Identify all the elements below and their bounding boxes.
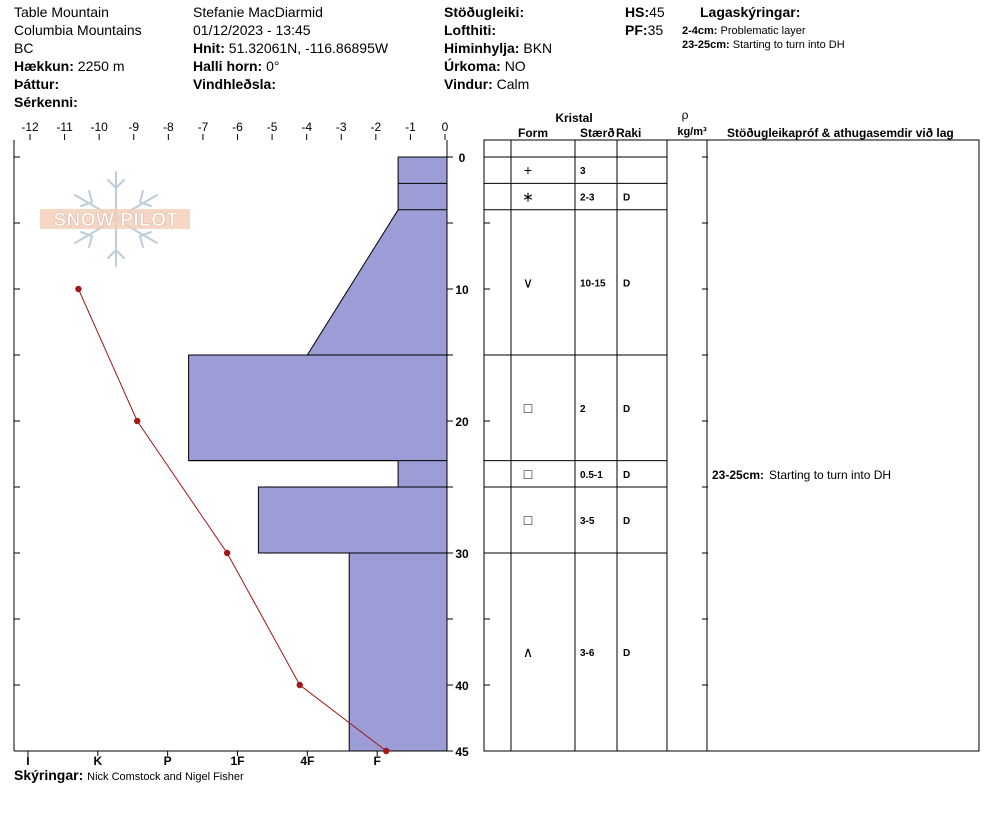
density-unit-header: kg/m³ (677, 126, 707, 138)
moisture-value: D (623, 469, 631, 481)
slope-label: Halli horn: (193, 58, 263, 74)
pf-value: 35 (647, 22, 664, 38)
temp-tick-label: -3 (335, 120, 347, 134)
hardness-area (189, 157, 447, 751)
air-temp-label: Lofthiti: (444, 22, 497, 38)
grain-form-symbol: □ (523, 399, 533, 416)
wind-load-label: Vindhleðsla: (193, 76, 276, 92)
temp-tick-label: -9 (128, 120, 140, 134)
aspect-label: Þáttur: (14, 76, 60, 92)
observer: Stefanie MacDiarmid (193, 4, 323, 20)
elevation-value: 2250 m (77, 58, 125, 74)
footer-text: Nick Comstock and Nigel Fisher (87, 771, 244, 783)
grain-form-symbol: ∗ (522, 188, 534, 205)
hardness-tick-label: P (163, 754, 172, 768)
layer-comment-key: 23-25cm: (712, 468, 765, 482)
footer-label: Skýringar: (14, 767, 84, 783)
legend-note-text: Starting to turn into DH (732, 39, 845, 51)
precip-value: NO (504, 58, 526, 74)
legend-title-text: Lagaskýringar: (700, 4, 801, 20)
depth-tick-label: 20 (455, 415, 469, 429)
temp-tick-label: -1 (405, 120, 416, 134)
temp-tick-label: -8 (162, 120, 174, 134)
grain-size-value: 2 (580, 403, 586, 415)
temp-tick-label: -11 (56, 120, 73, 134)
coords-value: 51.32061N, -116.86895W (228, 40, 389, 56)
temp-tick-label: 0 (441, 120, 449, 134)
hardness-tick-label: F (373, 754, 381, 768)
depth-tick-label: 40 (455, 679, 469, 693)
form-header: Form (518, 126, 548, 140)
wind-label: Vindur: (444, 76, 493, 92)
location: Table Mountain (14, 4, 109, 20)
depth-tick-label: 10 (455, 283, 469, 297)
features-label: Sérkenni: (14, 94, 78, 110)
coords-label: Hnit: (193, 40, 225, 56)
hardness-tick-label: 4F (300, 754, 315, 768)
legend-note-key: 23-25cm: (682, 39, 730, 51)
hardness-tick-label: I (26, 754, 30, 768)
sky-label: Himinhylja: (444, 40, 520, 56)
moisture-value: D (623, 403, 631, 415)
pf-label: PF: (625, 22, 648, 38)
moisture-value: D (623, 192, 631, 204)
grain-size-value: 0.5-1 (580, 469, 603, 481)
layer-table-header (518, 108, 954, 140)
elevation-label: Hækkun: (14, 58, 74, 74)
grain-form-symbol: □ (523, 512, 533, 528)
datetime: 01/12/2023 - 13:45 (193, 22, 311, 38)
grain-size-value: 3-6 (580, 648, 595, 659)
grain-form-symbol: □ (523, 465, 533, 482)
grain-size-value: 10-15 (580, 278, 606, 290)
grain-form-symbol: + (523, 162, 533, 179)
layer-table (484, 140, 979, 751)
temperature-point (383, 748, 389, 754)
size-header: Stærð (580, 126, 615, 140)
moisture-header: Raki (616, 126, 642, 140)
moisture-value: D (623, 278, 631, 290)
region: BC (14, 40, 34, 56)
precip-label: Úrkoma: (444, 58, 501, 74)
grain-size-value: 3-5 (580, 516, 595, 527)
grain-form-symbol: ∨ (522, 274, 534, 291)
layer-comment-text: Starting to turn into DH (769, 468, 892, 482)
temp-tick-label: -6 (232, 120, 243, 134)
hardness-axis (26, 751, 381, 768)
sky-value: BKN (523, 40, 553, 56)
temp-tick-label: -2 (370, 120, 382, 134)
grain-form-symbol: ∧ (522, 644, 534, 660)
kristal-header: Kristal (555, 111, 593, 125)
hardness-tick-label: 1F (230, 754, 245, 768)
logo-text: SNOW PILOT (53, 210, 179, 231)
snowpilot-logo (40, 172, 190, 266)
comments-header: Stöðugleikapróf & athugasemdir við lag (727, 126, 954, 140)
stability-label: Stöðugleiki: (444, 4, 525, 20)
depth-tick-label: 45 (455, 745, 469, 759)
hs-value: 45 (649, 4, 665, 20)
legend-note-key: 2-4cm: (682, 25, 718, 37)
temperature-point (224, 550, 230, 556)
depth-tick-label: 0 (458, 151, 466, 165)
legend-note-text: Problematic layer (720, 25, 806, 37)
temp-tick-label: -10 (90, 120, 108, 134)
temp-tick-label: -12 (21, 120, 39, 134)
grain-size-value: 3 (580, 166, 586, 178)
temperature-point (75, 286, 81, 292)
slope-value: 0° (266, 58, 280, 74)
depth-tick-label: 30 (455, 547, 469, 561)
grain-size-value: 2-3 (580, 192, 595, 204)
hardness-profile (189, 157, 447, 751)
mountain-range: Columbia Mountains (14, 22, 142, 38)
wind-value: Calm (496, 76, 530, 92)
moisture-value: D (623, 516, 631, 527)
temperature-point (134, 418, 140, 424)
temperature-point (297, 682, 303, 688)
hs-label: HS: (625, 4, 650, 20)
temp-tick-label: -5 (266, 120, 278, 134)
temperature-axis (21, 120, 448, 140)
temp-tick-label: -4 (301, 120, 313, 134)
moisture-value: D (623, 648, 631, 659)
hardness-tick-label: K (93, 754, 103, 768)
temp-tick-label: -7 (197, 120, 209, 134)
table-border (484, 140, 979, 751)
rho-header: ρ (681, 108, 689, 122)
